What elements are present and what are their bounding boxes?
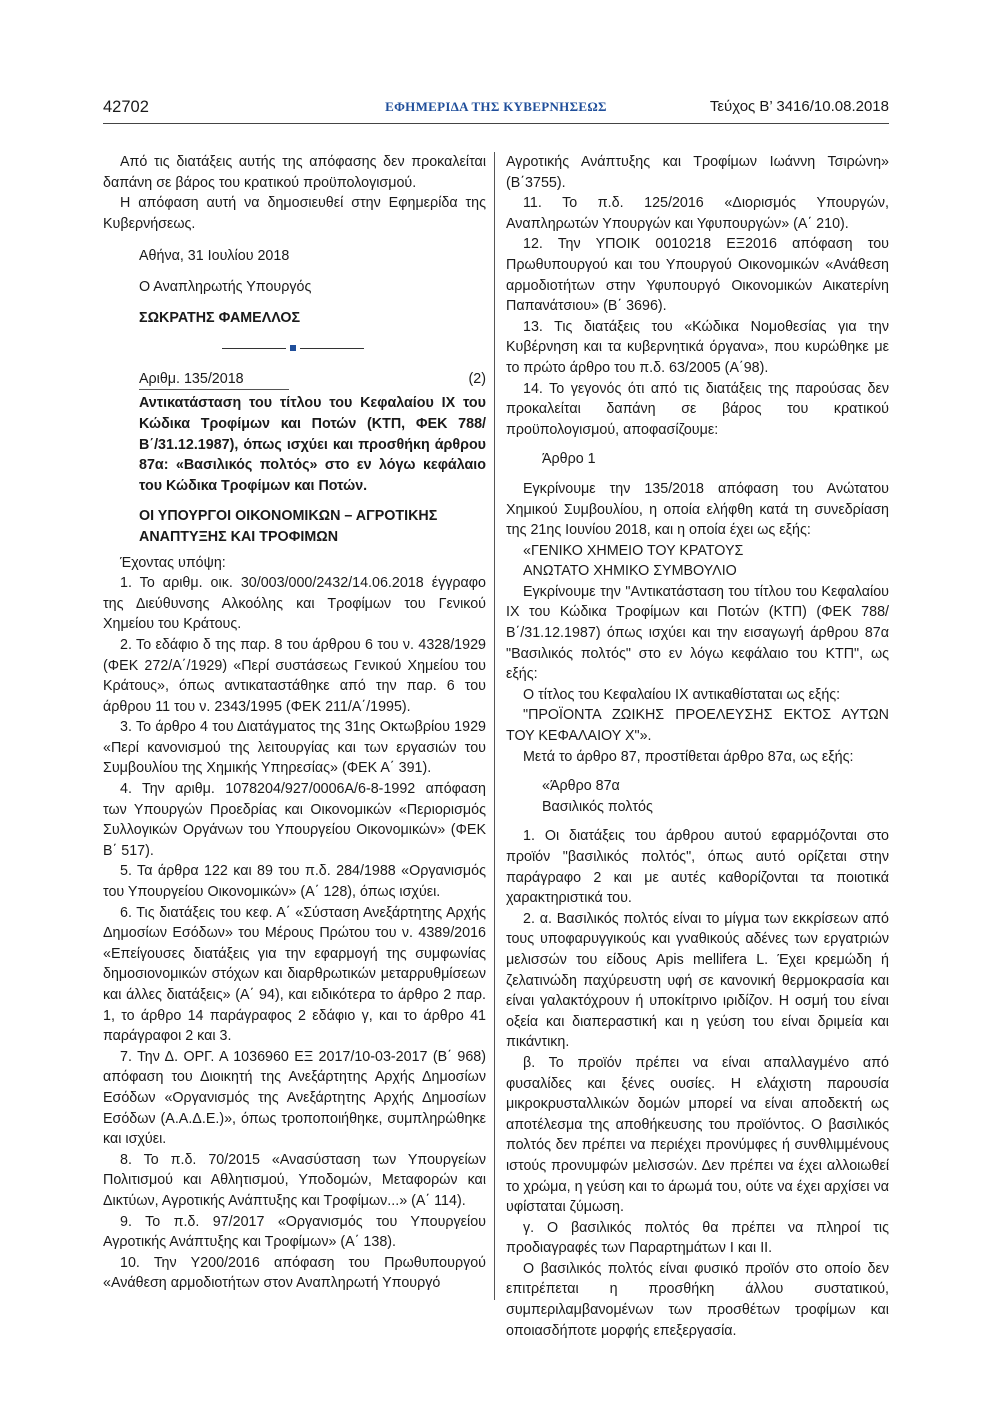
list-item: 8. Το π.δ. 70/2015 «Ανασύσταση των Υπουργείων Πολιτισμού και Αθλητισμού, Υποδομών, Μεταφορών και Δικτύων, Αγροτικής Ανάπτυξης και Τροφίμων...» (Α΄ 114). [103, 1151, 486, 1209]
list-item: 1. Το αριθμ. οικ. 30/003/000/2432/14.06.2018 έγγραφο της Διεύθυνσης Αλκοόλης και Τροφίμων του Γενικού Χημείου του Κράτους. [103, 575, 486, 633]
article-paragraph: 1. Οι διατάξεις του άρθρου αυτού εφαρμόζονται στο προϊόν "βασιλικός πολτός", όπως αυτό ορίζεται στην παράγραφο 2 και με αυτές καθορίζονται τα ποιοτικά χαρακτηριστικά του. [506, 828, 889, 907]
title-replace-text: Ο τίτλος του Κεφαλαίου IX αντικαθίσταται ως εξής: [523, 686, 841, 703]
list-item: 3. Το άρθρο 4 του Διατάγματος της 31ης Οκτωβρίου 1929 «Περί κανονισμού της λειτουργίας και των εργασιών του Συμβουλίου της Χημικής Υπηρεσίας» (ΦΕΚ Α΄ 391). [103, 719, 486, 777]
list-item: 2. Το εδάφιο δ της παρ. 8 του άρθρου 6 του ν. 4328/1929 (ΦΕΚ 272/Α΄/1929) «Περί συστάσεως Γενικού Χημείου του Κράτους», όπως αντικαταστάθηκε από την παρ. 6 του άρθρου 11 του ν. 2343/1995 (ΦΕΚ 211/Α΄/1995). [103, 636, 486, 715]
header-rule [103, 123, 889, 124]
decision-title: Αντικατάσταση του τίτλου του Κεφαλαίου IX του Κώδικα Τροφίμων και Ποτών (ΚΤΠ, ΦΕΚ 788/ Β΄/31.12.1987), όπως ισχύει και προσθήκη άρθρου 87α: «Βασιλικός πολτός» στο εν λόγω κεφάλαιο του Κώδικα Τροφίμων και Ποτών. [139, 395, 486, 494]
continuation-text: Αγροτικής Ανάπτυξης και Τροφίμων Ιωάννη Τσιρώνη» (Β΄3755). [506, 154, 889, 191]
article-paragraph: β. Το προϊόν πρέπει να είναι απαλλαγμένο από φυσαλίδες και ξένες ουσίες. Η ελάχιστη παρουσία μικροκρυσταλλικών δομών μπορεί να είναι αποδεκτή ως αποτέλεσμα της αποθήκευσης του προϊόντος. Ο βασιλικός πολτός δεν πρέπει να περιέχει προνύμφες ή συνθλιμμένους ιστούς προνυμφών μελισσών. Δεν πρέπει να έχει αλλοιωθεί το χρώμα, η γεύση και το άρωμά του, ούτε να έχει αρχίσει να υφίσταται ζύμωση. [506, 1054, 889, 1216]
list-item: 13. Τις διατάξεις του «Κώδικα Νομοθεσίας για την Κυβέρνηση και τα κυβερνητικά όργανα», που κυρώθηκε με το πρώτο άρθρο του π.δ. 63/2005 (Α΄98). [506, 318, 889, 376]
page-number: 42702 [103, 98, 149, 116]
list-item: 5. Τα άρθρα 122 και 89 του π.δ. 284/1988 «Οργανισμός του Υπουργείου Οικονομικών» (Α΄ 128), όπως ισχύει. [103, 863, 486, 901]
left-column [103, 152, 486, 1294]
list-item: 7. Την Δ. ΟΡΓ. Α 1036960 ΕΞ 2017/10-03-2017 (Β΄ 968) απόφαση του Διοικητή της Ανεξάρτητης Αρχής Δημοσίων Εσόδων «Οργανισμός της Ανεξάρτητης Αρχής Δημοσίων Εσόδων (Α.Α.Δ.Ε.)», όπως τροποποιήθηκε, συμπληρώθηκε και ισχύει. [103, 1048, 486, 1148]
article-paragraph: Ο βασιλικός πολτός είναι φυσικό προϊόν στο οποίο δεν επιτρέπεται η προσθήκη άλλου συστατικού, συμπεριλαμβανομένων των προσθέτων τροφίμων και οποιασδήποτε μορφής επεξεργασία. [506, 1260, 889, 1339]
column-divider [494, 152, 495, 1300]
after-article-text: Μετά το άρθρο 87, προστίθεται άρθρο 87α, ως εξής: [523, 748, 854, 765]
quote-line: «ΓΕΝΙΚΟ ΧΗΜΕΙΟ ΤΟΥ ΚΡΑΤΟΥΣ [523, 542, 744, 559]
article1-text: Εγκρίνουμε την 135/2018 απόφαση του Ανώτατου Χημικού Συμβουλίου, η οποία ελήφθη κατά τη συνεδρίαση της 21ης Ιουνίου 2018, και η οποία έχει ως εξής: [506, 480, 889, 539]
signer-name: ΣΩΚΡΑΤΗΣ ΦΑΜΕΛΛΟΣ [139, 310, 301, 327]
list-item: 9. Το π.δ. 97/2017 «Οργανισμός του Υπουργείου Αγροτικής Ανάπτυξης και Τροφίμων» (Α΄ 138). [103, 1213, 486, 1251]
page-header [103, 98, 889, 122]
signer-role: Ο Αναπληρωτής Υπουργός [139, 279, 312, 296]
gazette-title: ΕΦΗΜΕΡΙΔΑ ΤΗΣ ΚΥΒΕΡΝΗΣΕΩΣ [385, 99, 607, 114]
section-separator [193, 336, 393, 360]
separator-square-icon [290, 345, 296, 351]
list-item: 6. Τις διατάξεις του κεφ. Α΄ «Σύσταση Ανεξάρτητης Αρχής Δημοσίων Εσόδων» του Μέρους Πρώτου του ν. 4389/2016 «Επείγουσες διατάξεις για την εφαρμογή της συμφωνίας δημοσιονομικών στόχων και διαρθρωτικών μεταρρυθμίσεων και άλλες διατάξεις» (Α΄ 94), και ειδικότερα το άρθρο 2 παρ. 1, το άρθρο 14 παράγραφος 2 εδάφιο γ, και το άρθρο 41 παράγραφοι 2 και 3. [103, 904, 486, 1045]
place-date: Αθήνα, 31 Ιουλίου 2018 [139, 248, 290, 265]
list-item: 4. Την αριθμ. 1078204/927/0006Α/6-8-1992 απόφαση των Υπουργών Προεδρίας και Οικονομικών «Περιορισμός Συλλογικών Οργάνων του Υπουργείου Οικονομικών» (ΦΕΚ Β΄ 517). [103, 781, 486, 859]
list-item: 10. Την Υ200/2016 απόφαση του Πρωθυπουργού «Ανάθεση αρμοδιοτήτων στον Αναπληρωτή Υπουργό [103, 1254, 486, 1292]
article-paragraph: γ. Ο βασιλικός πολτός θα πρέπει να πληροί τις προδιαγραφές των Παραρτημάτων I και II. [506, 1219, 889, 1257]
article87a-heading: «Άρθρο 87α [542, 778, 620, 795]
approve-text: Εγκρίνουμε την "Αντικατάσταση του τίτλου του Κεφαλαίου IX του Κώδικα Τροφίμων και Ποτών (ΚΤΠ) (ΦΕΚ 788/Β΄/31.12.1987) όπως ισχύει και την εισαγωγή άρθρου 87α "Βασιλικός πολτός" στο εν λόγω κεφάλαιο του ΚΤΠ", ως εξής: [506, 583, 889, 683]
ministers-heading: ΟΙ ΥΠΟΥΡΓΟΙ ΟΙΚΟΝΟΜΙΚΩΝ – ΑΓΡΟΤΙΚΗΣ ΑΝΑΠΤΥΞΗΣ ΚΑΙ ΤΡΟΦΙΜΩΝ [139, 508, 438, 545]
issue-reference: Τεύχος Β’ 3416/10.08.2018 [709, 98, 889, 115]
list-item: 14. Το γεγονός ότι από τις διατάξεις της παρούσας δεν προκαλείται δαπάνη σε βάρος του κρατικού προϋπολογισμού, αποφασίζουμε: [506, 380, 889, 438]
decision-number: Αριθμ. 135/2018 [139, 371, 244, 388]
quote-line: ΑΝΩΤΑΤΟ ΧΗΜΙΚΟ ΣΥΜΒΟΥΛΙΟ [523, 563, 737, 580]
article-paragraph: 2. α. Βασιλικός πολτός είναι το μίγμα των εκκρίσεων από τους υποφαρυγγικούς και γναθικούς αδένες των εργατριών μελισσών του είδους Apis mellifera L. Έχει κρεμώδη ή ζελατινώδη παχύρευστη υφή σε κανονική θερμοκρασία και είναι γαλακτόχρουν ή υποκίτρινο ιριδίζον. Η οσμή του είναι οξεία και διαπεραστική και η γεύση του είναι δριμεία και πικάντικη. [506, 910, 889, 1051]
decision-count: (2) [468, 371, 486, 388]
intro-paragraph: Από τις διατάξεις αυτής της απόφασης δεν προκαλείται δαπάνη σε βάρος του κρατικού προϋπολογισμού. [103, 154, 486, 191]
list-item: 12. Την ΥΠΟΙΚ 0010218 ΕΞ2016 απόφαση του Πρωθυπουργού και του Υπουργού Οικονομικών «Ανάθεση αρμοδιοτήτων στην Υφυπουργό Οικονομικών Αικατερίνη Παπανάτσιου» (Β΄ 3696). [506, 236, 889, 315]
article1-heading: Άρθρο 1 [542, 451, 596, 468]
right-column [506, 152, 889, 1341]
list-item: 11. Το π.δ. 125/2016 «Διορισμός Υπουργών, Αναπληρωτών Υπουργών και Υφυπουργών» (Α΄ 210). [506, 195, 889, 232]
intro-paragraph: Η απόφαση αυτή να δημοσιευθεί στην Εφημερίδα της Κυβερνήσεως. [103, 195, 486, 232]
new-chapter-title: "ΠΡΟΪΟΝΤΑ ΖΩΙΚΗΣ ΠΡΟΕΛΕΥΣΗΣ ΕΚΤΟΣ ΑΥΤΩΝ ΤΟΥ ΚΕΦΑΛΑΙΟΥ Χ"». [506, 707, 889, 745]
decision-number-row [103, 369, 486, 391]
having-regard: Έχοντας υπόψη: [120, 554, 226, 571]
article87a-subtitle: Βασιλικός πολτός [542, 798, 653, 815]
